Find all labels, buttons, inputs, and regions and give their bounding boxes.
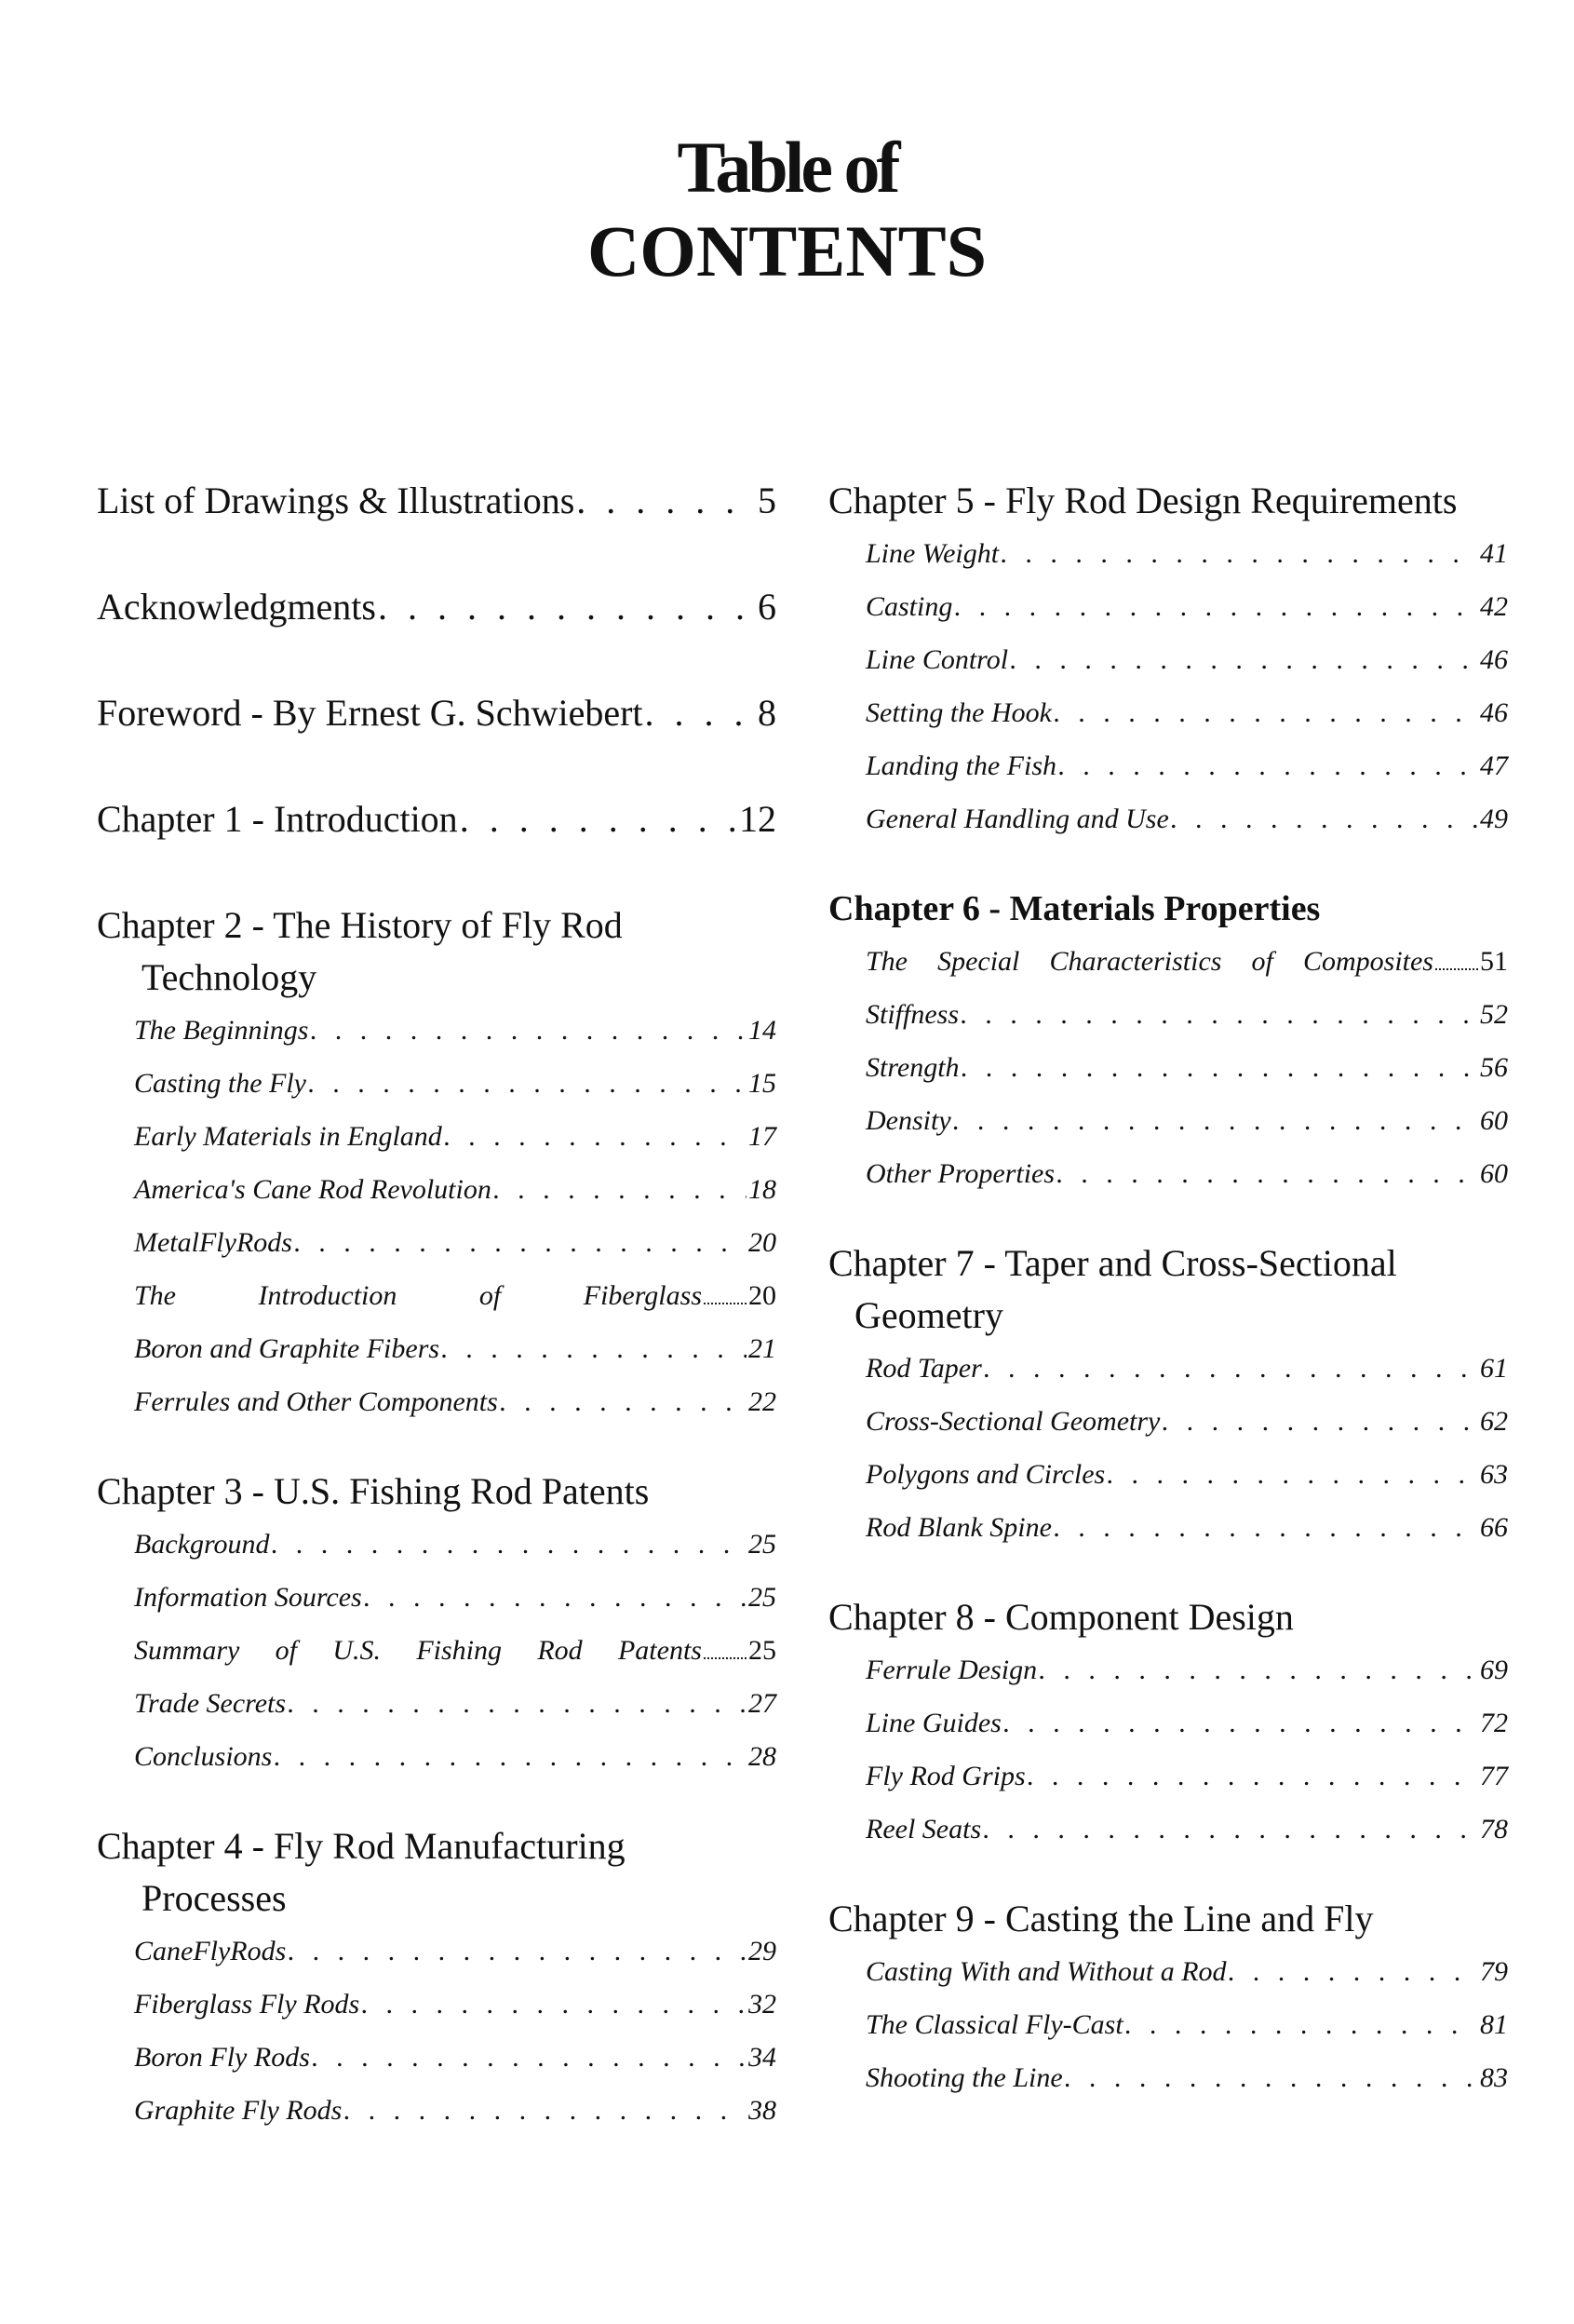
toc-subentry[interactable] xyxy=(828,1945,1508,1998)
toc-page-number: 49 xyxy=(1480,804,1508,834)
toc-entry-label: List of Drawings & Illustrations xyxy=(97,480,575,521)
spacer xyxy=(97,1428,776,1466)
leader-dots xyxy=(343,2084,747,2137)
toc-page-number: 60 xyxy=(1480,1158,1508,1189)
justified-tail xyxy=(702,1269,776,1322)
chapter-3-heading[interactable]: Chapter 3 - U.S. Fishing Rod Patents xyxy=(97,1470,650,1512)
toc-subentry[interactable] xyxy=(828,580,1508,633)
leader-dots xyxy=(961,988,1478,1041)
toc-subentry[interactable] xyxy=(97,1730,776,1783)
leader-dots xyxy=(1162,1395,1478,1448)
toc-page-number: 47 xyxy=(1480,750,1508,781)
toc-subentry-justified[interactable] xyxy=(97,1269,776,1322)
toc-subentry[interactable] xyxy=(97,1216,776,1269)
toc-page-number: 46 xyxy=(1480,697,1508,728)
toc-subentry[interactable] xyxy=(828,2051,1508,2104)
toc-page-number: 25 xyxy=(748,1635,776,1666)
leader-dots xyxy=(364,1571,747,1624)
leader-dots xyxy=(288,1925,747,1978)
leader-dots xyxy=(272,1518,747,1571)
toc-subentry-label: Fly Rod Grips xyxy=(866,1761,1026,1791)
toc-page-number: 29 xyxy=(748,1936,776,1966)
chapter-6-heading[interactable]: Chapter 6 - Materials Properties xyxy=(828,889,1321,928)
toc-page-number: 69 xyxy=(1480,1655,1508,1685)
toc-subentry-label: Boron Fly Rods xyxy=(134,2042,310,2073)
chapter-heading-continuation: Processes xyxy=(141,1877,287,1919)
toc-subentry-justified[interactable] xyxy=(97,1624,776,1677)
toc-subentry-label: Boron and Graphite Fibers xyxy=(134,1333,440,1364)
leader-dots xyxy=(953,1094,1478,1147)
toc-entry-label: Acknowledgments xyxy=(97,586,376,628)
toc-page-number: 61 xyxy=(1480,1353,1508,1384)
leader-dots xyxy=(1003,1696,1478,1750)
toc-subentry[interactable] xyxy=(97,1004,776,1057)
toc-subentry[interactable] xyxy=(828,1643,1508,1696)
word: The xyxy=(866,946,908,977)
toc-subentry-label: Polygons and Circles xyxy=(866,1459,1106,1490)
leader-line xyxy=(704,1657,747,1659)
chapter-2-heading[interactable] xyxy=(97,899,776,1004)
chapter-heading-line: Chapter 2 - The History of Fly Rod xyxy=(97,904,623,946)
toc-subentry[interactable] xyxy=(828,1041,1508,1094)
leader-line xyxy=(1435,968,1478,970)
chapter-9-heading[interactable]: Chapter 9 - Casting the Line and Fly xyxy=(828,1898,1374,1939)
leader-line xyxy=(704,1303,747,1304)
chapter-heading-line: Chapter 7 - Taper and Cross-Sectional xyxy=(828,1242,1397,1284)
leader-dots xyxy=(1229,1945,1478,1998)
leader-dots xyxy=(288,1677,747,1730)
toc-page-number: 79 xyxy=(1480,1956,1508,1987)
toc-page-number: 83 xyxy=(1480,2062,1508,2093)
toc-subentry[interactable] xyxy=(828,1395,1508,1448)
toc-subentry-label: Conclusions xyxy=(134,1741,273,1772)
toc-subentry-label: MetalFlyRods xyxy=(134,1227,292,1258)
toc-subentry-label: Casting With and Without a Rod xyxy=(866,1956,1227,1987)
toc-page-number: 20 xyxy=(748,1280,776,1311)
toc-page-number: 41 xyxy=(1480,538,1508,569)
toc-subentry-label: Casting the Fly xyxy=(134,1068,306,1099)
leader-dots xyxy=(444,1110,747,1163)
leader-dots xyxy=(1028,1750,1478,1803)
toc-subentry-label: Graphite Fly Rods xyxy=(134,2095,343,2126)
toc-page-number: 27 xyxy=(748,1688,776,1719)
toc-page-number: 32 xyxy=(748,1989,776,2020)
page-title-line-1: Table of xyxy=(677,127,897,208)
toc-subentry-label: Stiffness xyxy=(866,999,960,1030)
leader-dots xyxy=(1039,1643,1478,1696)
leader-dots xyxy=(308,1057,747,1110)
toc-subentry[interactable] xyxy=(828,633,1508,686)
leader-dots xyxy=(311,1004,747,1057)
toc-subentry-label: Rod Taper xyxy=(866,1353,982,1384)
leader-dots xyxy=(645,687,756,739)
toc-left-column xyxy=(97,475,776,2137)
toc-page-number: 25 xyxy=(748,1529,776,1560)
toc-subentry-justified[interactable] xyxy=(828,935,1508,988)
toc-subentry-label: Line Guides xyxy=(866,1708,1002,1738)
toc-subentry[interactable] xyxy=(97,1571,776,1624)
toc-subentry-label: Ferrule Design xyxy=(866,1655,1038,1685)
toc-subentry-label: Setting the Hook xyxy=(866,697,1052,728)
toc-page-number: 42 xyxy=(1480,591,1508,622)
leader-dots xyxy=(294,1216,747,1269)
spacer xyxy=(828,845,1508,883)
chapter-heading-continuation: Technology xyxy=(141,956,317,998)
toc-subentry[interactable] xyxy=(97,1163,776,1216)
toc-entry-foreword[interactable] xyxy=(97,687,776,739)
toc-right-column xyxy=(828,475,1508,2104)
toc-subentry-label: The Classical Fly-Cast xyxy=(866,2009,1123,2040)
toc-entry-label: Chapter 1 - Introduction xyxy=(97,798,458,840)
leader-dots xyxy=(1054,686,1478,739)
justified-words xyxy=(134,1624,702,1677)
leader-dots xyxy=(1056,1147,1478,1200)
toc-page-number: 81 xyxy=(1480,2009,1508,2040)
toc-subentry[interactable] xyxy=(97,1057,776,1110)
toc-subentry-label: Line Control xyxy=(866,644,1009,675)
leader-dots xyxy=(1010,633,1478,686)
toc-subentry[interactable] xyxy=(97,2031,776,2084)
leader-dots xyxy=(962,1041,1478,1094)
toc-subentry-label: Early Materials in England xyxy=(134,1121,442,1152)
justified-tail xyxy=(1433,935,1508,988)
leader-dots xyxy=(361,1978,747,2031)
toc-subentry[interactable] xyxy=(828,1750,1508,1803)
toc-subentry-label: General Handling and Use xyxy=(866,804,1169,834)
leader-dots xyxy=(576,475,756,527)
leader-dots xyxy=(493,1163,747,1216)
toc-subentry[interactable] xyxy=(828,1696,1508,1750)
spacer xyxy=(97,1783,776,1820)
toc-page-number: 6 xyxy=(758,586,776,628)
toc-subentry-label: Casting xyxy=(866,591,953,622)
toc-subentry-label: America's Cane Rod Revolution xyxy=(134,1174,491,1205)
toc-subentry-label: CaneFlyRods xyxy=(134,1936,287,1966)
toc-page-number: 17 xyxy=(748,1121,776,1152)
leader-dots xyxy=(378,581,756,633)
chapter-heading-line: Chapter 4 - Fly Rod Manufacturing xyxy=(97,1825,626,1867)
toc-subentry-label: Information Sources xyxy=(134,1582,362,1613)
toc-subentry-label: Trade Secrets xyxy=(134,1688,287,1719)
leader-dots xyxy=(984,1342,1478,1395)
chapter-8-heading[interactable]: Chapter 8 - Component Design xyxy=(828,1596,1294,1638)
chapter-7-heading[interactable] xyxy=(828,1237,1508,1342)
toc-page-number: 12 xyxy=(739,798,776,840)
toc-subentry[interactable] xyxy=(828,1342,1508,1395)
toc-page-number: 52 xyxy=(1480,999,1508,1030)
toc-subentry[interactable] xyxy=(828,1147,1508,1200)
toc-subentry[interactable] xyxy=(97,1110,776,1163)
toc-page-number: 77 xyxy=(1480,1761,1508,1791)
word: Fishing xyxy=(416,1635,502,1666)
leader-dots xyxy=(1054,1501,1478,1554)
toc-subentry[interactable] xyxy=(828,1998,1508,2051)
toc-page-number: 63 xyxy=(1480,1459,1508,1490)
toc-subentry-label: Reel Seats xyxy=(866,1814,982,1844)
toc-subentry-label: Ferrules and Other Components xyxy=(134,1386,498,1417)
toc-subentry-label: Fiberglass Fly Rods xyxy=(134,1989,360,2020)
word: of xyxy=(275,1635,297,1666)
leader-dots xyxy=(983,1803,1478,1856)
leader-dots xyxy=(500,1375,747,1428)
word: The xyxy=(134,1280,176,1311)
spacer xyxy=(828,1856,1508,1893)
toc-subentry[interactable] xyxy=(828,739,1508,792)
toc-page-number: 28 xyxy=(748,1741,776,1772)
word: of xyxy=(478,1280,502,1311)
toc-subentry[interactable] xyxy=(97,1677,776,1730)
toc-page-number: 78 xyxy=(1480,1814,1508,1844)
toc-subentry[interactable] xyxy=(97,1925,776,1978)
toc-page-number: 34 xyxy=(748,2042,776,2073)
justified-tail xyxy=(702,1624,776,1677)
toc-page-number: 18 xyxy=(748,1174,776,1205)
leader-dots xyxy=(1001,527,1478,580)
leader-dots xyxy=(1065,2051,1478,2104)
toc-subentry-label: Line Weight xyxy=(866,538,1000,569)
word: Summary xyxy=(134,1635,240,1666)
toc-subentry[interactable] xyxy=(828,527,1508,580)
toc-subentry-label: The Beginnings xyxy=(134,1015,309,1046)
chapter-4-heading[interactable] xyxy=(97,1820,776,1925)
toc-page-number: 38 xyxy=(748,2095,776,2126)
leader-dots xyxy=(1171,792,1478,845)
spacer xyxy=(828,1554,1508,1591)
toc-subentry[interactable] xyxy=(828,1501,1508,1554)
toc-subentry[interactable] xyxy=(828,1448,1508,1501)
word: Characteristics xyxy=(1049,946,1222,977)
page-title-line-2: CONTENTS xyxy=(586,210,988,291)
word: Patents xyxy=(617,1635,702,1666)
toc-subentry[interactable] xyxy=(828,792,1508,845)
toc-subentry-label: Background xyxy=(134,1529,270,1560)
toc-subentry[interactable] xyxy=(97,1375,776,1428)
toc-page-number: 21 xyxy=(748,1333,776,1364)
word: Composites xyxy=(1302,946,1433,977)
toc-page-number: 62 xyxy=(1480,1406,1508,1437)
toc-page-number: 20 xyxy=(748,1227,776,1258)
toc-page-number: 60 xyxy=(1480,1105,1508,1136)
word: U.S. xyxy=(332,1635,381,1666)
leader-dots xyxy=(274,1730,747,1783)
leader-dots xyxy=(1125,1998,1478,2051)
toc-subentry[interactable] xyxy=(828,988,1508,1041)
toc-subentry[interactable] xyxy=(828,1094,1508,1147)
leader-dots xyxy=(460,793,737,845)
toc-subentry-label: Rod Blank Spine xyxy=(866,1512,1052,1543)
word: Rod xyxy=(537,1635,583,1666)
toc-page-number: 25 xyxy=(748,1582,776,1613)
toc-subentry[interactable] xyxy=(97,1978,776,2031)
word: Introduction xyxy=(258,1280,397,1311)
toc-subentry-label: Cross-Sectional Geometry xyxy=(866,1406,1161,1437)
toc-entry-label: Foreword - By Ernest G. Schwiebert xyxy=(97,692,643,734)
toc-subentry[interactable] xyxy=(97,1322,776,1375)
toc-page-number: 72 xyxy=(1480,1708,1508,1738)
leader-dots xyxy=(1058,739,1478,792)
chapter-heading-continuation: Geometry xyxy=(854,1294,1003,1336)
toc-subentry-label: Strength xyxy=(866,1052,960,1083)
leader-dots xyxy=(954,580,1478,633)
toc-page-number: 22 xyxy=(748,1386,776,1417)
toc-entry-list-of-drawings[interactable] xyxy=(97,475,776,527)
toc-page-number: 15 xyxy=(748,1068,776,1099)
toc-page-number: 5 xyxy=(758,480,776,521)
toc-subentry[interactable] xyxy=(828,686,1508,739)
spacer xyxy=(828,1200,1508,1237)
toc-entry-chapter-1[interactable] xyxy=(97,793,776,845)
toc-entry-acknowledgments[interactable] xyxy=(97,581,776,633)
toc-page-number: 51 xyxy=(1480,946,1508,977)
word: Fiberglass xyxy=(583,1280,702,1311)
justified-words xyxy=(866,935,1433,988)
toc-subentry-label: Density xyxy=(866,1105,951,1136)
toc-subentry-label: Shooting the Line xyxy=(866,2062,1063,2093)
toc-page-number: 8 xyxy=(758,692,776,734)
toc-page-number: 66 xyxy=(1480,1512,1508,1543)
toc-subentry[interactable] xyxy=(828,1803,1508,1856)
leader-dots xyxy=(1107,1448,1478,1501)
chapter-5-heading[interactable]: Chapter 5 - Fly Rod Design Requirements xyxy=(828,480,1458,521)
leader-dots xyxy=(441,1322,747,1375)
toc-subentry[interactable] xyxy=(97,1518,776,1571)
toc-subentry-label: Other Properties xyxy=(866,1158,1056,1189)
word: Special xyxy=(937,946,1020,977)
toc-subentry-label: Landing the Fish xyxy=(866,750,1057,781)
justified-words xyxy=(134,1269,702,1322)
toc-subentry[interactable] xyxy=(97,2084,776,2137)
leader-dots xyxy=(312,2031,747,2084)
toc-page-number: 56 xyxy=(1480,1052,1508,1083)
toc-page-number: 14 xyxy=(748,1015,776,1046)
toc-page-number: 46 xyxy=(1480,644,1508,675)
word: of xyxy=(1251,946,1273,977)
